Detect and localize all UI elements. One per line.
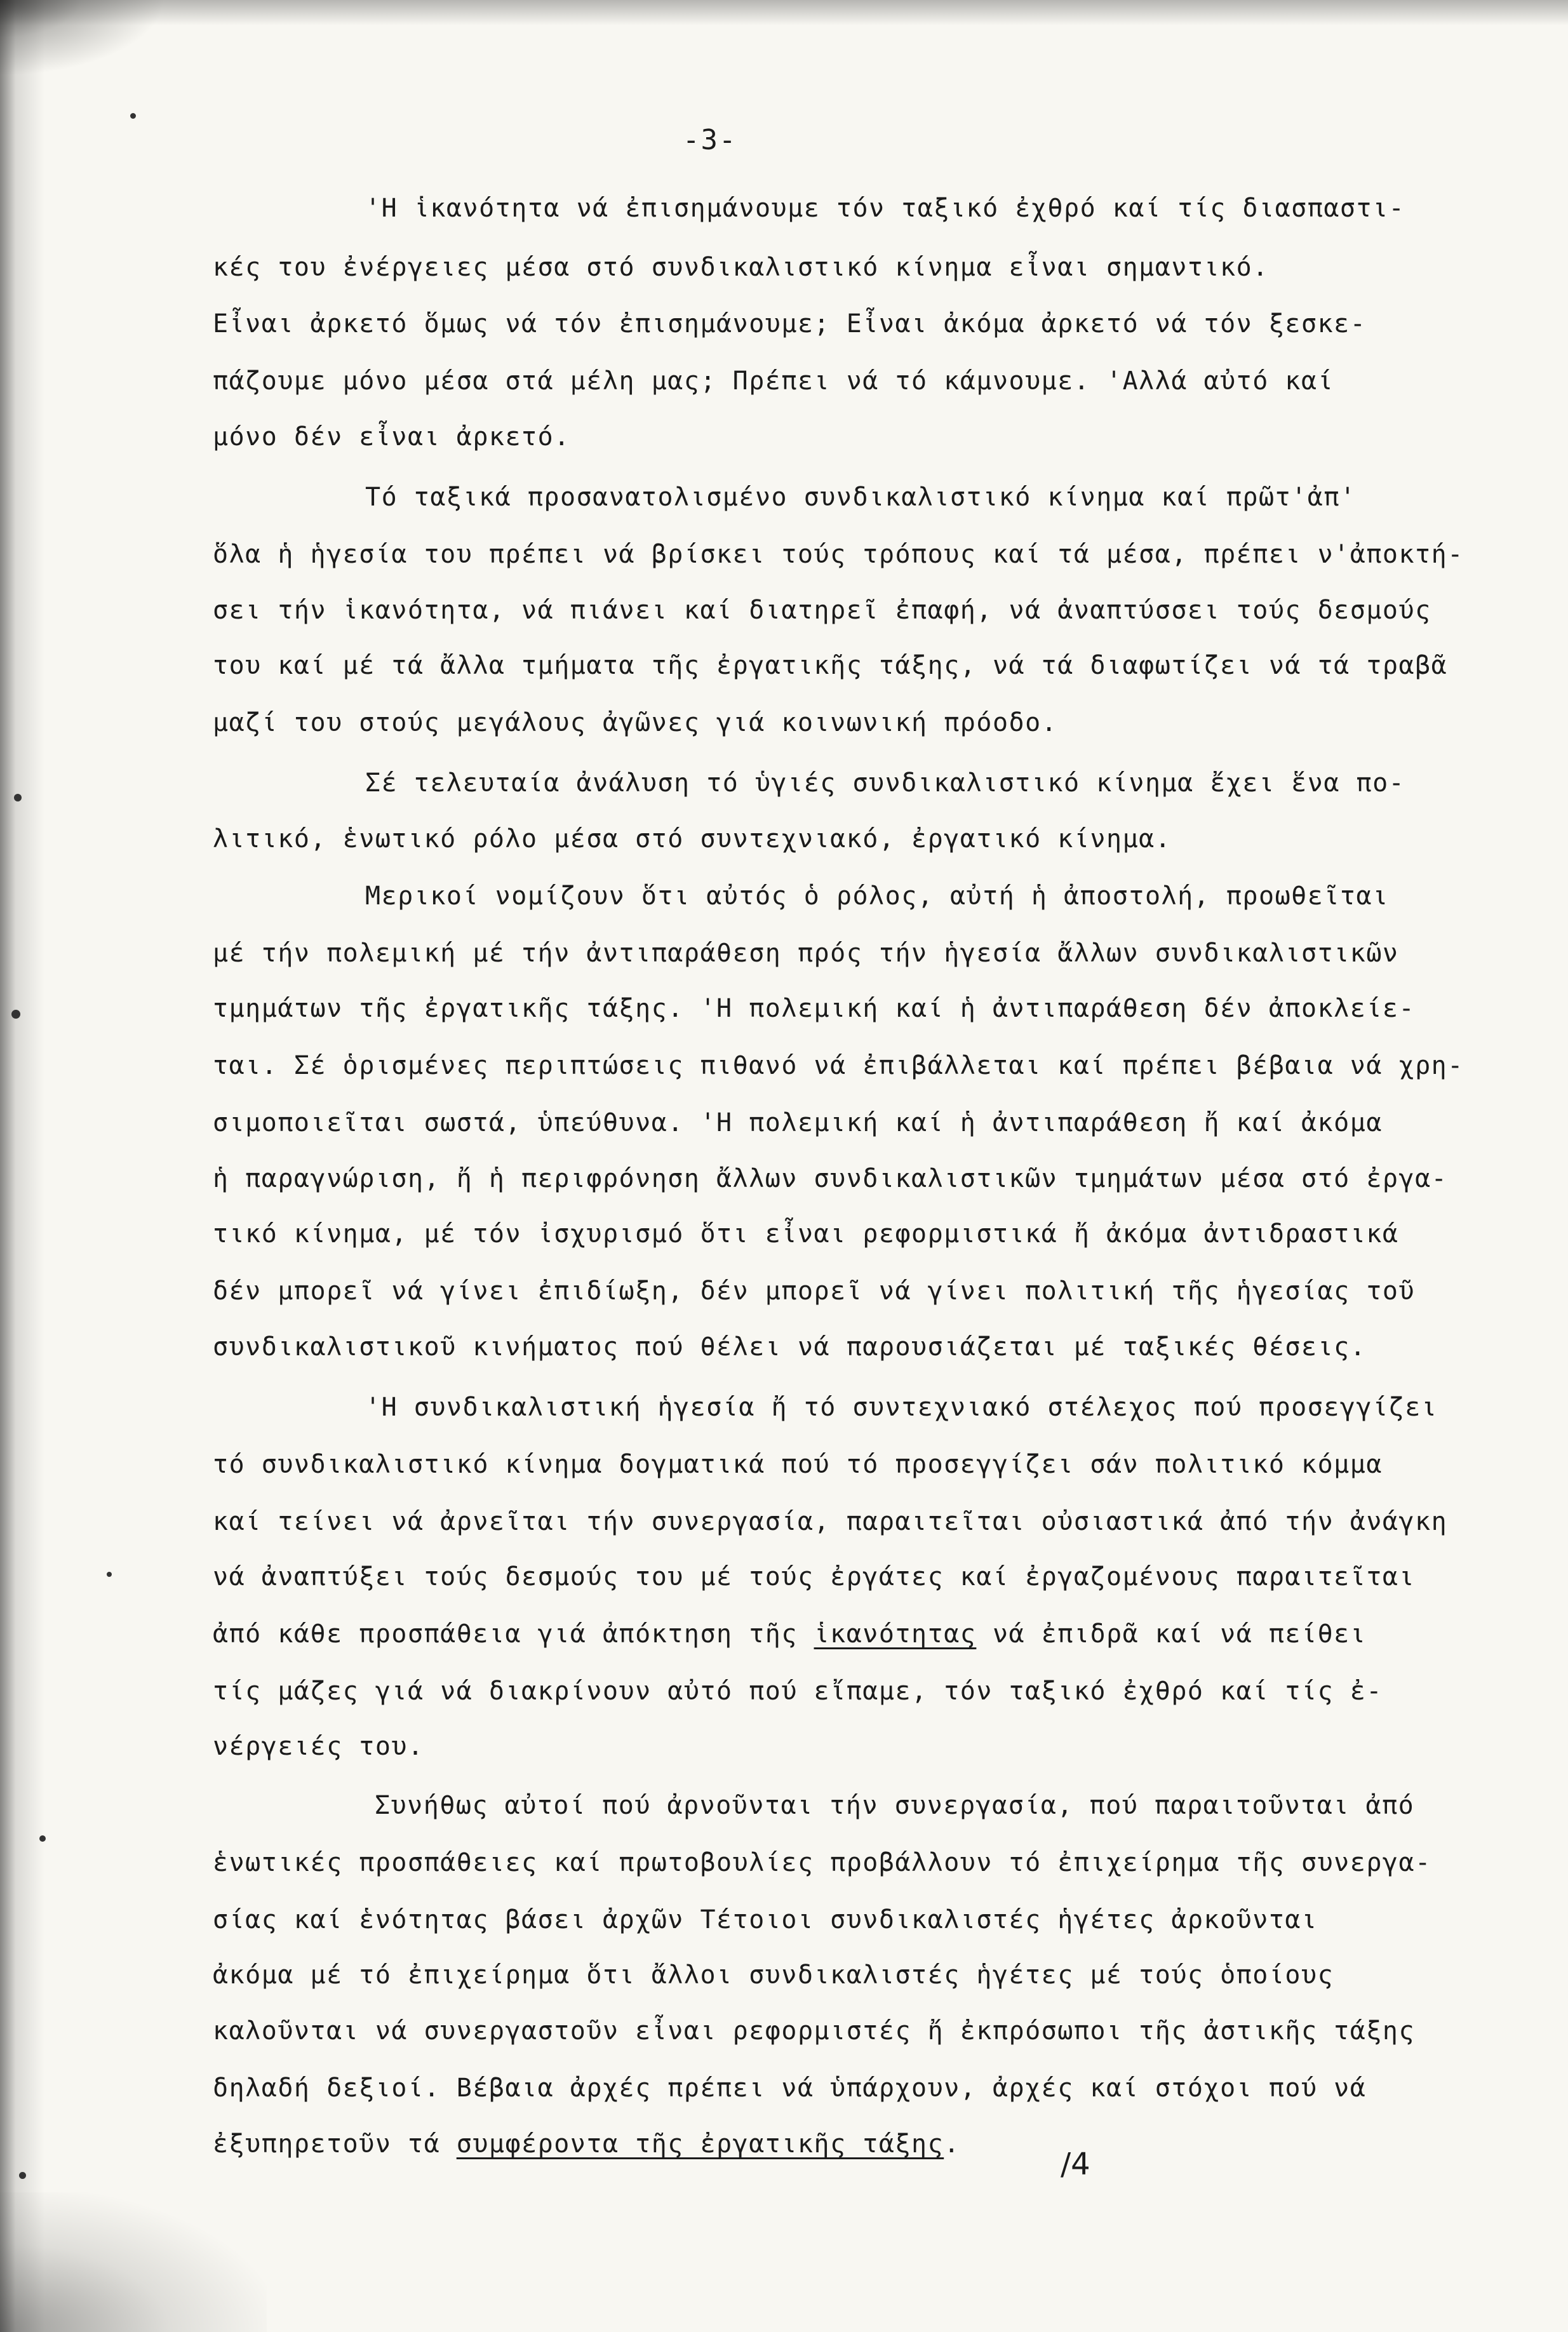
text-line — [213, 2126, 960, 2162]
text-line: μαζί του στούς μεγάλους ἀγῶνες γιά κοινωνική πρόοδο. — [213, 708, 1058, 737]
scan-bottom-noise — [0, 2192, 267, 2332]
text-line: Συνήθως αὐτοί πού ἀρνοῦνται τήν συνεργασία, πού παραιτοῦνται ἀπό — [375, 1791, 1415, 1820]
text-line: Τό ταξικά προσανατολισμένο συνδικαλιστικό κίνημα καί πρῶτ'ἀπ' — [365, 483, 1357, 512]
text-segment: ἐξυπηρετοῦν τά — [213, 2129, 457, 2159]
text-line: ἑνωτικές προσπάθειες καί πρωτοβουλίες προβάλλουν τό ἐπιχείρημα τῆς συνεργα- — [213, 1848, 1431, 1877]
continuation-marker: /4 — [1061, 2147, 1090, 2182]
text-line: τό συνδικαλιστικό κίνημα δογματικά πού τό προσεγγίζει σάν πολιτικό κόμμα — [213, 1450, 1383, 1479]
scan-speck — [130, 113, 136, 119]
text-line: νά ἀναπτύξει τούς δεσμούς του μέ τούς ἐργάτες καί ἐργαζομένους παραιτεῖται — [213, 1562, 1416, 1592]
text-line — [213, 1616, 1366, 1652]
text-line: σιμοποιεῖται σωστά, ὑπεύθυνα. 'Η πολεμική καί ἡ ἀντιπαράθεση ἤ καί ἀκόμα — [213, 1108, 1383, 1137]
text-line: μόνο δέν εἶναι ἀρκετό. — [213, 422, 570, 452]
scan-top-shadow — [0, 0, 1568, 25]
text-line: τικό κίνημα, μέ τόν ἰσχυρισμό ὅτι εἶναι ρεφορμιστικά ἤ ἀκόμα ἀντιδραστικά — [213, 1219, 1399, 1249]
page-number: -3- — [683, 124, 737, 156]
text-line: συνδικαλιστικοῦ κινήματος πού θέλει νά παρουσιάζεται μέ ταξικές θέσεις. — [213, 1332, 1367, 1362]
text-segment: ἀπό κάθε προσπάθεια γιά ἀπόκτηση τῆς — [213, 1619, 814, 1649]
scan-speck — [11, 1010, 20, 1019]
text-line: σει τήν ἱκανότητα, νά πιάνει καί διατηρεῖ ἐπαφή, νά ἀναπτύσσει τούς δεσμούς — [213, 596, 1431, 625]
text-line: πάζουμε μόνο μέσα στά μέλη μας; Πρέπει νά τό κάμνουμε. 'Αλλά αὐτό καί — [213, 366, 1334, 396]
text-line: ὅλα ἡ ἡγεσία του πρέπει νά βρίσκει τούς τρόπους καί τά μέσα, πρέπει ν'ἀποκτή- — [213, 540, 1464, 569]
text-line: τμημάτων τῆς ἐργατικῆς τάξης. 'Η πολεμική καί ἡ ἀντιπαράθεση δέν ἀποκλείε- — [213, 994, 1416, 1023]
text-line: καί τείνει νά ἀρνεῖται τήν συνεργασία, παραιτεῖται οὐσιαστικά ἀπό τήν ἀνάγκη — [213, 1507, 1448, 1536]
scan-speck — [14, 794, 22, 801]
text-line: καλοῦνται νά συνεργαστοῦν εἶναι ρεφορμιστές ἤ ἐκπρόσωποι τῆς ἀστικῆς τάξης — [213, 2016, 1416, 2046]
scan-speck — [39, 1835, 46, 1842]
text-segment: νά ἐπιδρᾶ καί νά πείθει — [976, 1619, 1367, 1649]
text-line: ἀκόμα μέ τό ἐπιχείρημα ὅτι ἄλλοι συνδικαλιστές ἡγέτες μέ τούς ὁποίους — [213, 1960, 1334, 1990]
scan-speck — [19, 2172, 26, 2179]
text-line: του καί μέ τά ἄλλα τμήματα τῆς ἐργατικῆς τάξης, νά τά διαφωτίζει νά τά τραβᾶ — [213, 651, 1448, 680]
text-line: 'Η ἱκανότητα νά ἐπισημάνουμε τόν ταξικό ἐχθρό καί τίς διασπαστι- — [365, 194, 1405, 223]
text-line: ται. Σέ ὁρισμένες περιπτώσεις πιθανό νά ἐπιβάλλεται καί πρέπει βέβαια νά χρη- — [213, 1051, 1464, 1080]
text-line: δέν μπορεῖ νά γίνει ἐπιδίωξη, δέν μπορεῖ νά γίνει πολιτική τῆς ἡγεσίας τοῦ — [213, 1277, 1416, 1306]
scan-edge-shadow — [0, 0, 44, 2332]
text-line: 'Η συνδικαλιστική ἡγεσία ἤ τό συντεχνιακό στέλεχος πού προσεγγίζει — [365, 1393, 1438, 1422]
text-line: σίας καί ἑνότητας βάσει ἀρχῶν Τέτοιοι συνδικαλιστές ἡγέτες ἀρκοῦνται — [213, 1905, 1318, 1934]
text-line: δηλαδή δεξιοί. Βέβαια ἀρχές πρέπει νά ὑπάρχουν, ἀρχές καί στόχοι πού νά — [213, 2074, 1367, 2103]
text-line: Μερικοί νομίζουν ὅτι αὐτός ὁ ρόλος, αὐτή ἡ ἀποστολή, προωθεῖται — [365, 881, 1389, 911]
scan-speck — [107, 1572, 112, 1577]
text-line: νέργειές του. — [213, 1732, 424, 1761]
text-line: Εἶναι ἀρκετό ὅμως νά τόν ἐπισημάνουμε; Εἶναι ἀκόμα ἀρκετό νά τόν ξεσκε- — [213, 309, 1367, 338]
text-line: λιτικό, ἑνωτικό ρόλο μέσα στό συντεχνιακό, ἐργατικό κίνημα. — [213, 824, 1172, 854]
underlined-text: συμφέροντα τῆς ἐργατικῆς τάξης — [456, 2129, 944, 2159]
underlined-text: ἱκανότητας — [814, 1619, 977, 1649]
text-line: ἡ παραγνώριση, ἤ ἡ περιφρόνηση ἄλλων συνδικαλιστικῶν τμημάτων μέσα στό ἐργα- — [213, 1164, 1448, 1193]
scan-corner-noise — [0, 0, 165, 76]
text-line: κές του ἐνέργειες μέσα στό συνδικαλιστικό κίνημα εἶναι σημαντικό. — [213, 253, 1269, 282]
text-line: μέ τήν πολεμική μέ τήν ἀντιπαράθεση πρός τήν ἡγεσία ἄλλων συνδικαλιστικῶν — [213, 939, 1399, 968]
text-line: Σέ τελευταία ἀνάλυση τό ὑγιές συνδικαλιστικό κίνημα ἔχει ἕνα πο- — [365, 768, 1405, 798]
text-segment: . — [944, 2129, 960, 2159]
text-line: τίς μάζες γιά νά διακρίνουν αὐτό πού εἴπαμε, τόν ταξικό ἐχθρό καί τίς ἐ- — [213, 1677, 1383, 1706]
